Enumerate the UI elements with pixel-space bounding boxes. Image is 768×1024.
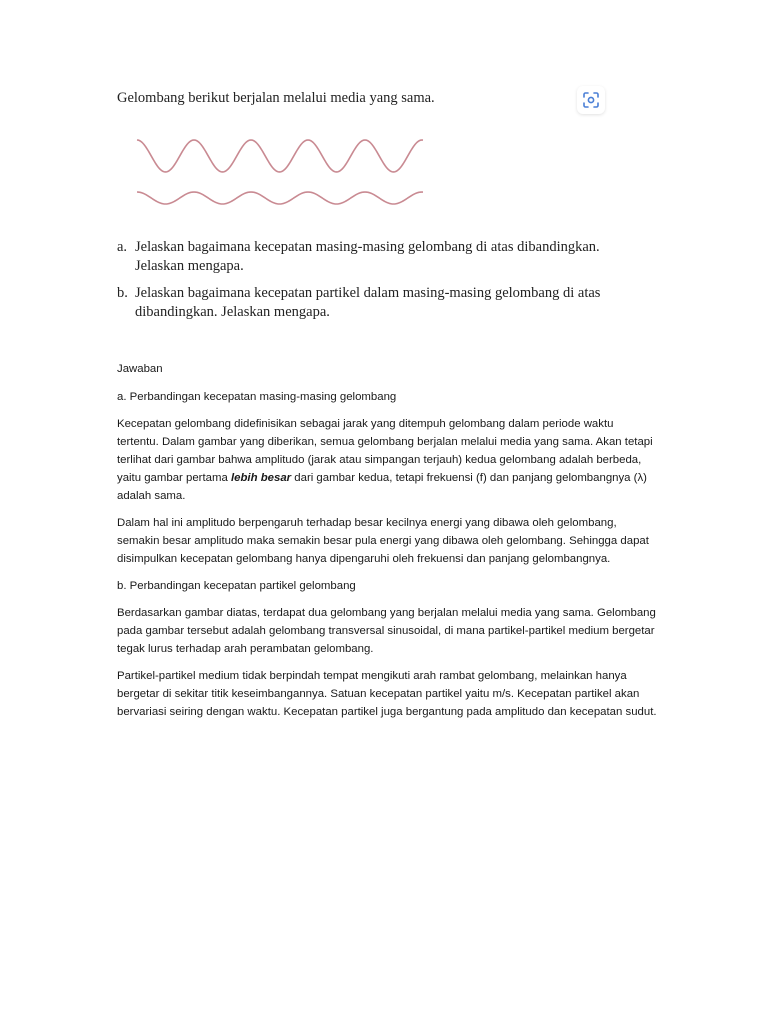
- part-b-paragraph-2: Partikel-partikel medium tidak berpindah tempat mengikuti arah rambat gelombang, melainkan hanya bergetar di sekitar titik keseimbangannya. Satuan kecepatan partikel yaitu m/s. Kecepatan partikel akan bervariasi seiring dengan waktu. Kecepatan partikel juga bergantung pada amplitudo dan kecepatan sudut.: [117, 670, 657, 718]
- wave-small-amplitude: [137, 192, 423, 204]
- scan-image-icon[interactable]: [577, 86, 605, 114]
- scan-icon-graphic: [583, 92, 599, 108]
- answer-heading: Jawaban: [117, 363, 163, 375]
- question-item-a: [117, 238, 617, 276]
- part-a-p1-text-end: dari gambar kedua, tetapi frekuensi (f) dan panjang gelombangnya (λ) adalah sama.: [117, 472, 647, 502]
- question-letter: a.: [117, 239, 128, 255]
- question-list: [117, 238, 617, 330]
- part-a-title: a. Perbandingan kecepatan masing-masing gelombang: [117, 391, 397, 403]
- part-b-title: b. Perbandingan kecepatan partikel gelombang: [117, 580, 356, 592]
- part-a-paragraph-1: [117, 415, 657, 505]
- question-letter: b.: [117, 285, 128, 301]
- answer-section: [117, 360, 657, 730]
- part-a-p1-text: Kecepatan gelombang didefinisikan sebagai jarak yang ditempuh gelombang dalam periode waktu tertentu. Dalam gambar yang diberikan, semua gelombang berjalan melalui media yang sama. Akan tetapi terlihat dari gambar bahwa amplitudo (jarak atau simpangan terjauh) kedua gelombang adalah berbeda, yaitu gambar pertama: [117, 418, 653, 484]
- wave-large-amplitude: [137, 140, 423, 172]
- part-a-paragraph-2: Dalam hal ini amplitudo berpengaruh terhadap besar kecilnya energi yang dibawa oleh gelombang, semakin besar amplitudo maka semakin besar pula energi yang dibawa oleh gelombang. Sehingga dapat disimpulkan kecepatan gelombang hanya dipengaruhi oleh frekuensi dan panjang gelombangnya.: [117, 517, 649, 565]
- question-text: Jelaskan bagaimana kecepatan partikel dalam masing-masing gelombang di atas dibandingkan. Jelaskan mengapa.: [135, 285, 601, 320]
- part-b-paragraph-1: Berdasarkan gambar diatas, terdapat dua gelombang yang berjalan melalui media yang sama. Gelombang pada gambar tersebut adalah gelombang transversal sinusoidal, di mana partikel-partikel medium bergetar tegak lurus terhadap arah perambatan gelombang.: [117, 607, 656, 655]
- question-text: Jelaskan bagaimana kecepatan masing-masing gelombang di atas dibandingkan. Jelaskan mengapa.: [135, 239, 600, 274]
- emphasis-text: lebih besar: [230, 472, 292, 484]
- wave-figure: [135, 132, 435, 212]
- question-image: [117, 88, 617, 108]
- question-item-b: [117, 284, 617, 322]
- question-intro: Gelombang berikut berjalan melalui media yang sama.: [117, 90, 435, 106]
